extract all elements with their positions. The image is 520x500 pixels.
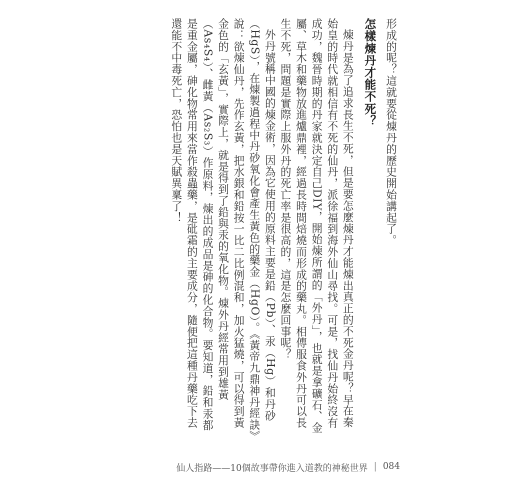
- page-footer: [150, 460, 400, 474]
- paragraph-1: 形成的呢？這就要從煉丹的歷史開始講起了。: [385, 18, 398, 246]
- footer-separator: |: [373, 462, 377, 472]
- paragraph-2: 煉丹是為了追求長生不死，但是要怎麼煉丹才能煉出真正的不死金丹呢？早在秦始皇的時代就相信有不死的仙丹，派徐福到海外仙山尋找。可是，找仙丹始終沒有成功，魏晉時期的丹家就決定自己DIY，開始煉所謂的「外丹」，也就是拿礦石、金屬、草木和藥物放進爐鼎裡，經過長時間焙燒而形成的藥丸。相傳服食外丹可以長生不死，問題是實際上服外丹的死亡率是很高的，這是怎麼回事呢？: [279, 18, 355, 434]
- paragraph-3: 外丹號稱中國的煉金術，因為它使用的原料主要是鉛（Pb）、汞（Hg）和丹砂（HgS），在煉製過程中丹砂氧化會產生黃色的藥金（HgO）。《黃帝九鼎神丹經訣》說：欲煉仙丹，先作玄黃，把水銀和鉛按一比二比例混和，加火猛燒，可以得到黃金色的「玄黃」，實際上，就是得到了鉛與汞的氧化物。煉外丹經常用到雄黃（As₄S₄）、雌黃（As₂S₃）作原料，煉出的成品是砷的化合物。要知道，鉛和汞都是重金屬，砷化物常用來當作殺蟲藥，是砒霜的主要成分，隨便把這種丹藥吃下去還能不中毒死亡，恐怕也是天賦異稟了！: [170, 18, 277, 437]
- vertical-text-block: [144, 18, 399, 438]
- book-title: 仙人指路——10個故事帶你進入道教的神秘世界: [176, 463, 368, 474]
- section-heading: 怎樣煉丹才能不死？: [363, 18, 378, 127]
- page-number: 084: [382, 462, 400, 472]
